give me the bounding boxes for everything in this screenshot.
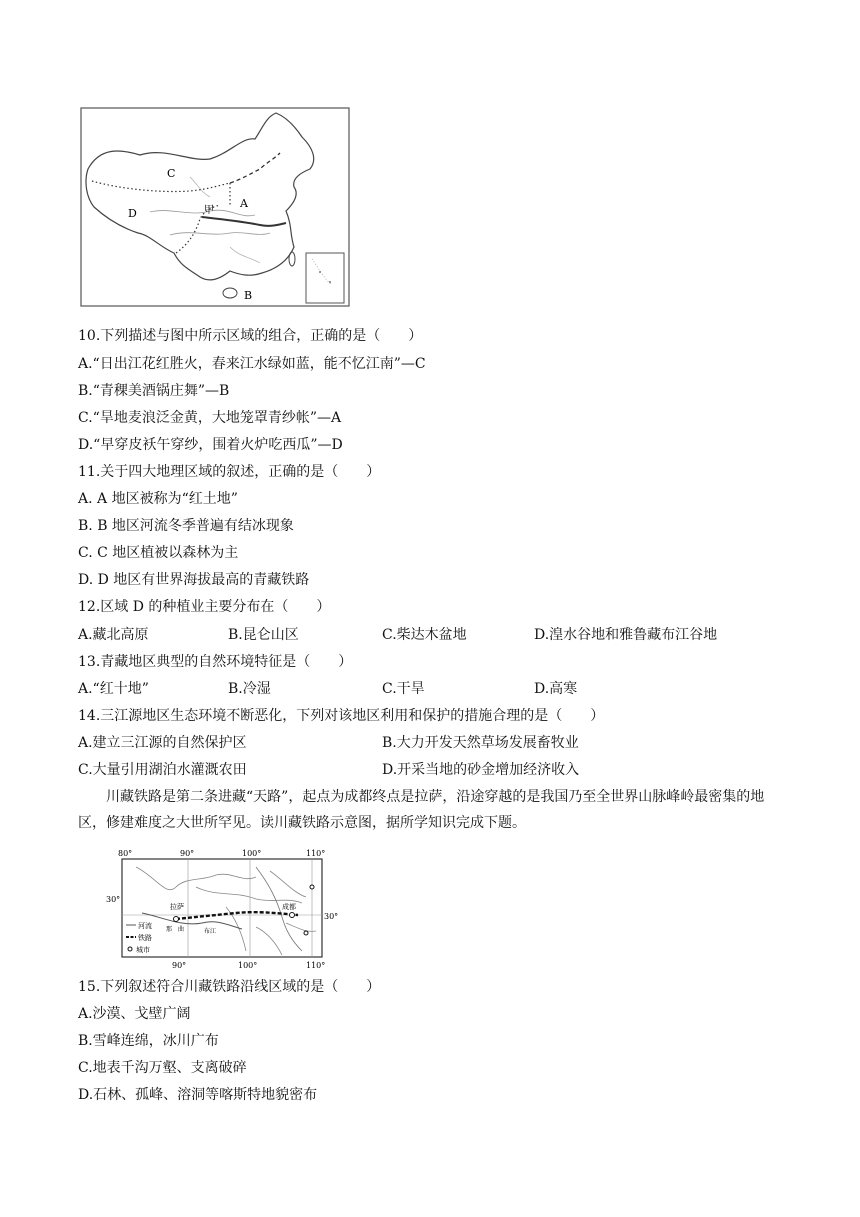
q14-options-row1 — [78, 734, 778, 752]
q14-stem: 14.三江源地区生态环境不断恶化，下列对该地区利用和保护的措施合理的是（ ） — [78, 708, 605, 724]
q12-option-b: B.昆仑山区 — [228, 627, 299, 643]
q14-option-b: B.大力开发天然草场发展畜牧业 — [382, 735, 579, 751]
q10-option-a: A.“日出江花红胜火，春来江水绿如蓝，能不忆江南”—C — [78, 356, 426, 372]
q12-options — [78, 626, 778, 644]
q14-options-row2 — [78, 761, 778, 779]
q11-option-b: B. B 地区河流冬季普遍有结冰现象 — [78, 518, 294, 534]
q12-option-c: C.柴达木盆地 — [382, 627, 467, 643]
map2-place-na: 那 — [166, 926, 173, 933]
sichuan-tibet-railway-map — [106, 847, 342, 971]
map2-top-tick-90: 90° — [180, 849, 195, 858]
map2-lat-right: 30° — [324, 912, 339, 921]
map2-legend-city: 城市 — [136, 946, 150, 954]
q10-option-d: D.“早穿皮袄午穿纱，围着火炉吃西瓜”—D — [78, 437, 343, 453]
q15-stem: 15.下列叙述符合川藏铁路沿线区域的是（ ） — [78, 979, 381, 995]
q11-option-a: A. A 地区被称为“红土地” — [78, 491, 238, 507]
q10-option-c: C.“旱地麦浪泛金黄，大地笼罩青纱帐”—A — [78, 410, 342, 426]
map1-label-c: C — [167, 167, 176, 180]
map2-top-tick-110: 110° — [306, 849, 326, 858]
q11-option-d: D. D 地区有世界海拔最高的青藏铁路 — [78, 572, 310, 588]
china-regions-map — [80, 107, 350, 307]
map1-label-b: B — [244, 289, 253, 302]
q15-option-b: B.雪峰连绵，冰川广布 — [78, 1033, 219, 1049]
map2-city-chengdu: 成都 — [282, 903, 296, 911]
q13-option-d: D.高寒 — [534, 681, 578, 697]
q15-option-c: C.地表千沟万壑、支离破碎 — [78, 1060, 247, 1076]
q14-option-c: C.大量引用湖泊水灌溉农田 — [78, 762, 247, 778]
q13-stem: 13.青藏地区典型的自然环境特征是（ ） — [78, 654, 353, 670]
q10-stem: 10.下列描述与图中所示区域的组合，正确的是（ ） — [78, 328, 423, 344]
map2-lat-left: 30° — [106, 895, 121, 904]
q14-option-a: A.建立三江源的自然保护区 — [78, 735, 247, 751]
map2-bottom-tick-100: 100° — [238, 961, 258, 970]
map2-place-bujiang: 布江 — [204, 928, 217, 935]
passage: 川藏铁路是第二条进藏“天路”，起点为成都终点是拉萨，沿途穿越的是我国乃至全世界山脉峰岭最密集的地区，修建难度之大世所罕见。读川藏铁路示意图，据所学知识完成下题。 — [78, 789, 765, 831]
q13-option-a: A.“红十地” — [78, 681, 149, 697]
q11-option-c: C. C 地区植被以森林为主 — [78, 545, 239, 561]
q13-option-c: C.干旱 — [382, 681, 425, 697]
map1-label-d: D — [128, 207, 137, 220]
q15-option-d: D.石林、孤峰、溶洞等喀斯特地貌密布 — [78, 1087, 318, 1103]
q13-options — [78, 680, 778, 698]
map2-city-lhasa: 拉萨 — [170, 903, 184, 911]
map1-label-a: A — [240, 197, 248, 210]
map2-place-qu: 曲 — [178, 926, 185, 933]
map2-legend-railway: 铁路 — [138, 934, 152, 942]
map2-bottom-tick-90: 90° — [172, 961, 187, 970]
q12-option-d: D.湟水谷地和雅鲁藏布江谷地 — [534, 627, 718, 643]
map2-top-tick-100: 100° — [242, 849, 262, 858]
map2-legend-river: 河流 — [138, 922, 152, 930]
q10-option-b: B.“青稞美酒锅庄舞”—B — [78, 383, 230, 399]
map2-top-tick-80: 80° — [118, 849, 133, 858]
q15-option-a: A.沙漠、戈壁广阔 — [78, 1006, 191, 1022]
map1-label-jia: 甲 — [204, 205, 214, 216]
q13-option-b: B.冷湿 — [228, 681, 271, 697]
q14-option-d: D.开采当地的砂金增加经济收入 — [382, 762, 580, 778]
q11-stem: 11.关于四大地理区域的叙述，正确的是（ ） — [78, 464, 381, 480]
q12-stem: 12.区域 D 的种植业主要分布在（ ） — [78, 599, 331, 615]
q12-option-a: A.藏北高原 — [78, 627, 149, 643]
map2-bottom-tick-110: 110° — [306, 961, 326, 970]
